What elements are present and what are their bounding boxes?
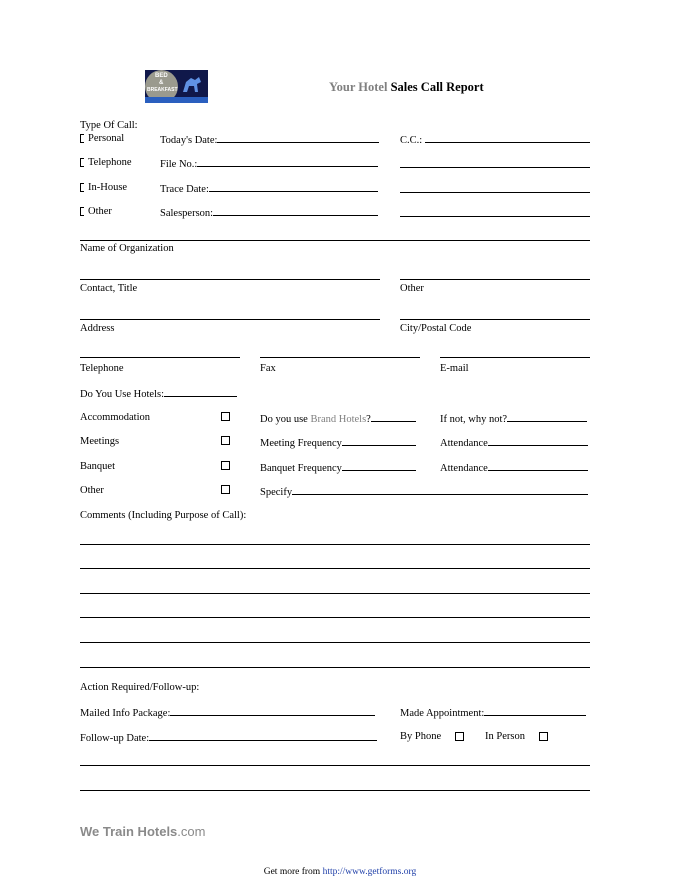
radio-icon[interactable] (80, 183, 84, 192)
logo-text-1: BED (155, 73, 168, 79)
trace-date-field[interactable]: Trace Date: (160, 182, 378, 195)
meeting-attendance-field[interactable]: Attendance (440, 436, 588, 449)
blank-line[interactable] (400, 216, 590, 217)
in-person-option[interactable]: In Person (485, 731, 548, 742)
fax-label: Fax (260, 363, 276, 374)
email-label: E-mail (440, 363, 469, 374)
title-report: Sales Call Report (390, 80, 484, 94)
fax-line[interactable] (260, 357, 420, 358)
logo-text-3: BREAKFAST (147, 87, 178, 93)
address-line[interactable] (80, 319, 380, 320)
action-heading: Action Required/Follow-up: (80, 682, 200, 693)
meetings-label: Meetings (80, 436, 120, 447)
horse-icon (181, 74, 203, 94)
comment-line[interactable] (80, 667, 590, 668)
call-type-heading: Type Of Call: (80, 120, 138, 131)
radio-icon[interactable] (80, 134, 84, 143)
follow-up-line[interactable] (80, 790, 590, 791)
meetings-checkbox[interactable] (221, 435, 230, 446)
todays-date-field[interactable]: Today's Date: (160, 133, 379, 146)
radio-icon[interactable] (80, 158, 84, 167)
checkbox-icon[interactable] (455, 732, 464, 741)
accommodation-checkbox[interactable] (221, 411, 230, 422)
telephone-line[interactable] (80, 357, 240, 358)
appointment-field[interactable]: Made Appointment: (400, 706, 586, 719)
call-type-in-house[interactable]: In-House (80, 182, 127, 193)
other-line[interactable] (400, 279, 590, 280)
banquet-frequency-field[interactable]: Banquet Frequency (260, 461, 416, 474)
accommodation-label: Accommodation (80, 412, 150, 423)
telephone-label: Telephone (80, 363, 124, 374)
meeting-frequency-field[interactable]: Meeting Frequency (260, 436, 416, 449)
comment-line[interactable] (80, 568, 590, 569)
salesperson-field[interactable]: Salesperson: (160, 206, 378, 219)
logo-band (145, 97, 208, 103)
logo-text-2: & (159, 80, 164, 86)
other-checkbox[interactable] (221, 484, 230, 495)
city-postal-label: City/Postal Code (400, 323, 472, 334)
call-type-telephone[interactable]: Telephone (80, 157, 132, 168)
why-not-field[interactable]: If not, why not? (440, 412, 587, 425)
page-title (329, 80, 484, 95)
blank-line[interactable] (400, 192, 590, 193)
address-label: Address (80, 323, 115, 334)
radio-icon[interactable] (80, 207, 84, 216)
call-type-personal[interactable]: Personal (80, 133, 124, 144)
specify-field[interactable]: Specify (260, 485, 588, 498)
contact-title-label: Contact, Title (80, 283, 138, 294)
by-phone-option[interactable]: By Phone (400, 731, 464, 742)
banquet-checkbox[interactable] (221, 460, 230, 471)
blank-line[interactable] (400, 167, 590, 168)
title-hotel: Your Hotel (329, 80, 388, 94)
footer-brand: We Train Hotels.com (80, 824, 206, 839)
cc-field[interactable]: C.C.: (400, 133, 590, 146)
follow-up-line[interactable] (80, 765, 590, 766)
comment-line[interactable] (80, 642, 590, 643)
do-you-use-hotels-field[interactable]: Do You Use Hotels: (80, 387, 237, 400)
getforms-link[interactable]: http://www.getforms.org (322, 867, 417, 877)
file-no-field[interactable]: File No.: (160, 157, 378, 170)
checkbox-icon[interactable] (539, 732, 548, 741)
email-line[interactable] (440, 357, 590, 358)
mailed-info-field[interactable]: Mailed Info Package: (80, 706, 375, 719)
name-of-organization-label: Name of Organization (80, 243, 174, 254)
brand-hotels-field[interactable]: Do you use Brand Hotels? (260, 412, 416, 425)
comment-line[interactable] (80, 593, 590, 594)
other-label: Other (400, 283, 424, 294)
footer-getforms: Get more from http://www.getforms.org (263, 867, 417, 877)
banquet-label: Banquet (80, 461, 115, 472)
comments-label: Comments (Including Purpose of Call): (80, 510, 247, 521)
organization-line[interactable] (80, 240, 590, 241)
comment-line[interactable] (80, 544, 590, 545)
call-type-other[interactable]: Other (80, 206, 112, 217)
city-line[interactable] (400, 319, 590, 320)
follow-up-date-field[interactable]: Follow-up Date: (80, 731, 377, 744)
hotel-logo (145, 70, 208, 103)
other-hotels-label: Other (80, 485, 104, 496)
contact-line[interactable] (80, 279, 380, 280)
banquet-attendance-field[interactable]: Attendance (440, 461, 588, 474)
comment-line[interactable] (80, 617, 590, 618)
